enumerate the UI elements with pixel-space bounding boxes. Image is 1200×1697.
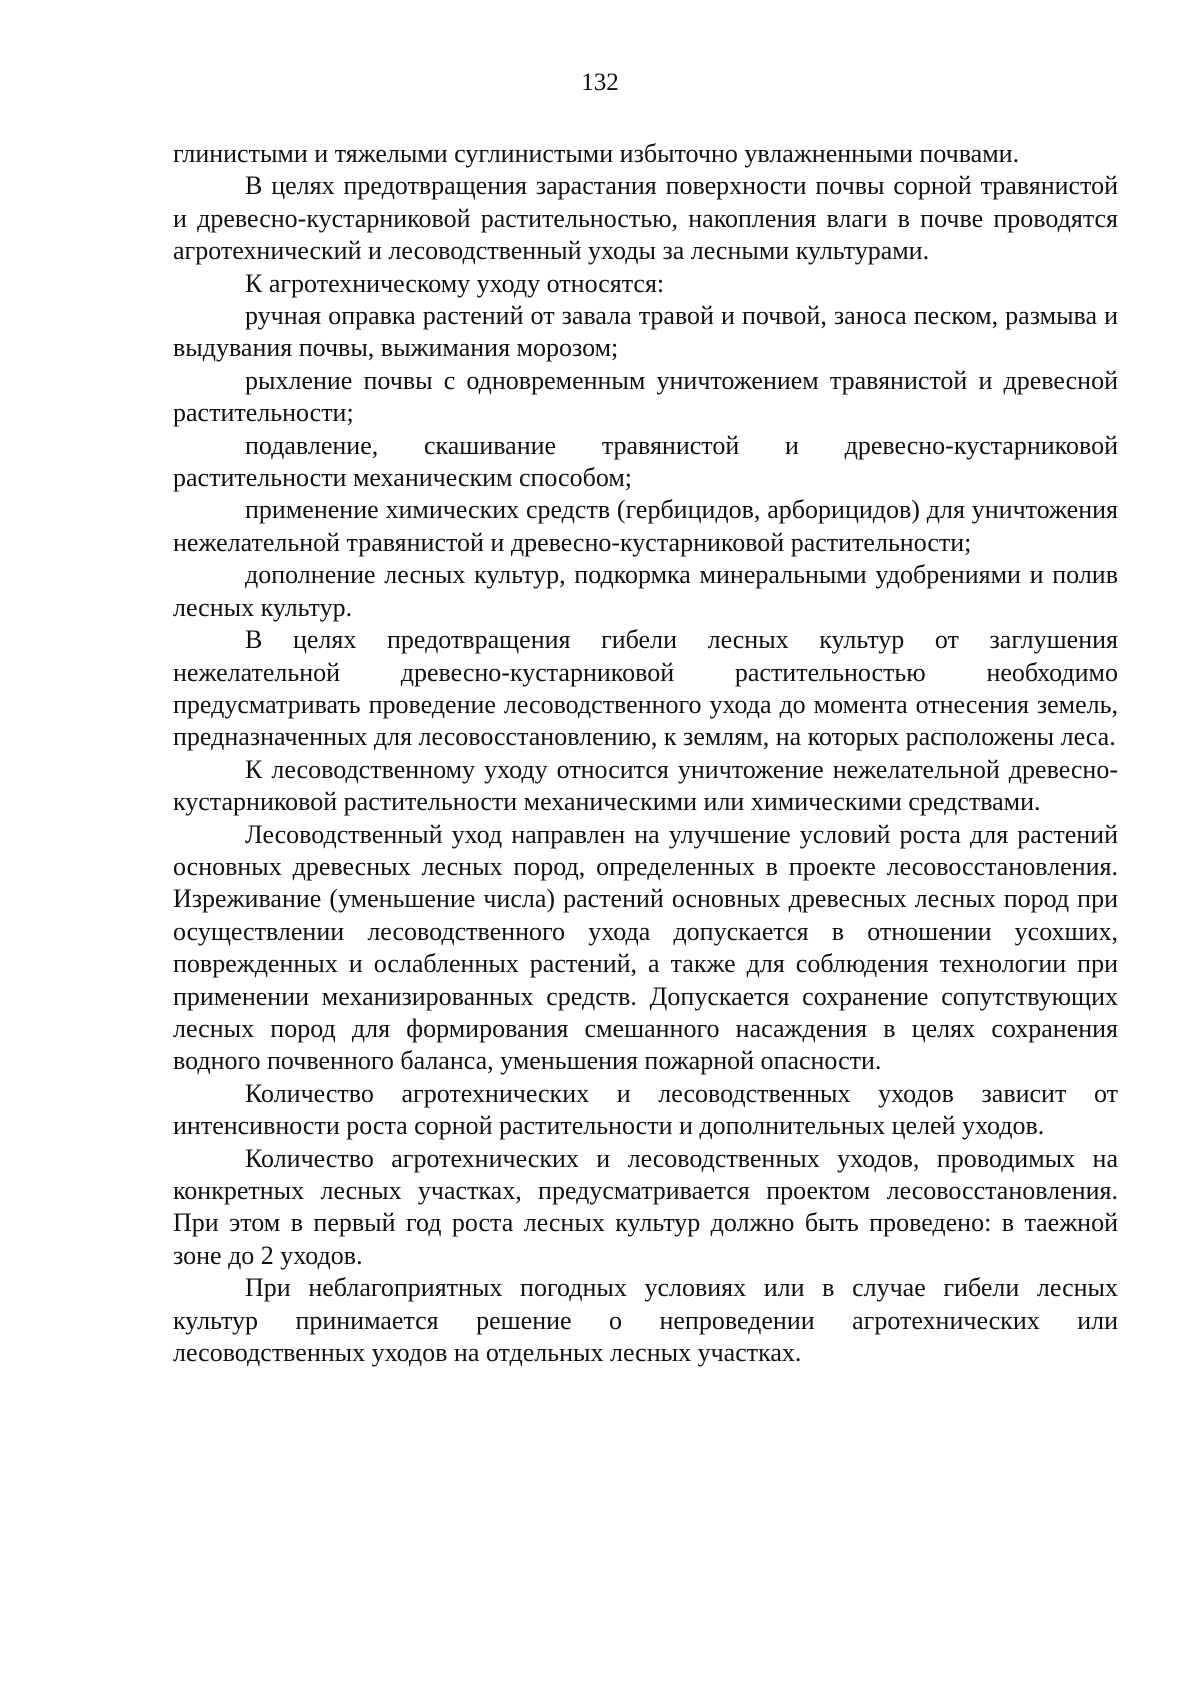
page-number: 132: [581, 69, 619, 96]
paragraph: К агротехническому уходу относятся:: [245, 268, 665, 298]
paragraph: Количество агротехнических и лесоводственных уходов зависит от интенсивности роста сорной растительности и дополнительных целей уходов.: [173, 1078, 1118, 1141]
paragraph: В целях предотвращения гибели лесных культур от заглушения нежелательной древесно-кустарниковой растительностью необходимо предусматривать проведение лесоводственного ухода до момента отнесения земель, предназначенных для лесовосстановлению, к землям, на которых расположены леса.: [173, 625, 1118, 752]
paragraph: Количество агротехнических и лесоводственных уходов, проводимых на конкретных лесных участках, предусматривается проектом лесовосстановления. При этом в первый год роста лесных культур должно быть проведено: в таежной зоне до 2 уходов.: [173, 1143, 1118, 1270]
list-item: ручная оправка растений от завала травой и почвой, заноса песком, размыва и выдувания почвы, выжимания морозом;: [173, 301, 1118, 363]
list-item: дополнение лесных культур, подкормка минеральными удобрениями и полив лесных культур.: [173, 560, 1118, 622]
list-item: рыхление почвы с одновременным уничтожением травянистой и древесной растительности;: [173, 365, 1118, 428]
paragraph: В целях предотвращения зарастания поверхности почвы сорной травянистой и древесно-кустарниковой растительностью, накопления влаги в почве проводятся агротехнический и лесоводственный уходы за лесными культурами.: [173, 171, 1118, 266]
paragraph: глинистыми и тяжелыми суглинистыми избыточно увлажненными почвами.: [173, 139, 1020, 168]
list-item: подавление, скашивание травянистой и древесно-кустарниковой растительности механическим способом;: [173, 430, 1118, 493]
paragraph: При неблагоприятных погодных условиях или в случае гибели лесных культур принимается решение о непроведении агротехнических или лесоводственных уходов на отдельных лесных участках.: [173, 1273, 1118, 1368]
paragraph: Лесоводственный уход направлен на улучшение условий роста для растений основных древесных лесных пород, определенных в проекте лесовосстановления. Изреживание (уменьшение числа) растений основных древесных лесных пород при осуществлении лесоводственного ухода допускается в отношении усохших, поврежденных и ослабленных растений, а также для соблюдения технологии при применении механизированных средств. Допускается сохранение сопутствующих лесных пород для формирования смешанного насаждения в целях сохранения водного почвенного баланса, уменьшения пожарной опасности.: [173, 819, 1118, 1076]
document-body: [173, 138, 1118, 1369]
paragraph: К лесоводственному уходу относится уничтожение нежелательной древесно-кустарниковой растительности механическими или химическими средствами.: [173, 754, 1118, 817]
list-item: применение химических средств (гербицидов, арборицидов) для уничтожения нежелательной травянистой и древесно-кустарниковой растительности;: [173, 495, 1118, 557]
